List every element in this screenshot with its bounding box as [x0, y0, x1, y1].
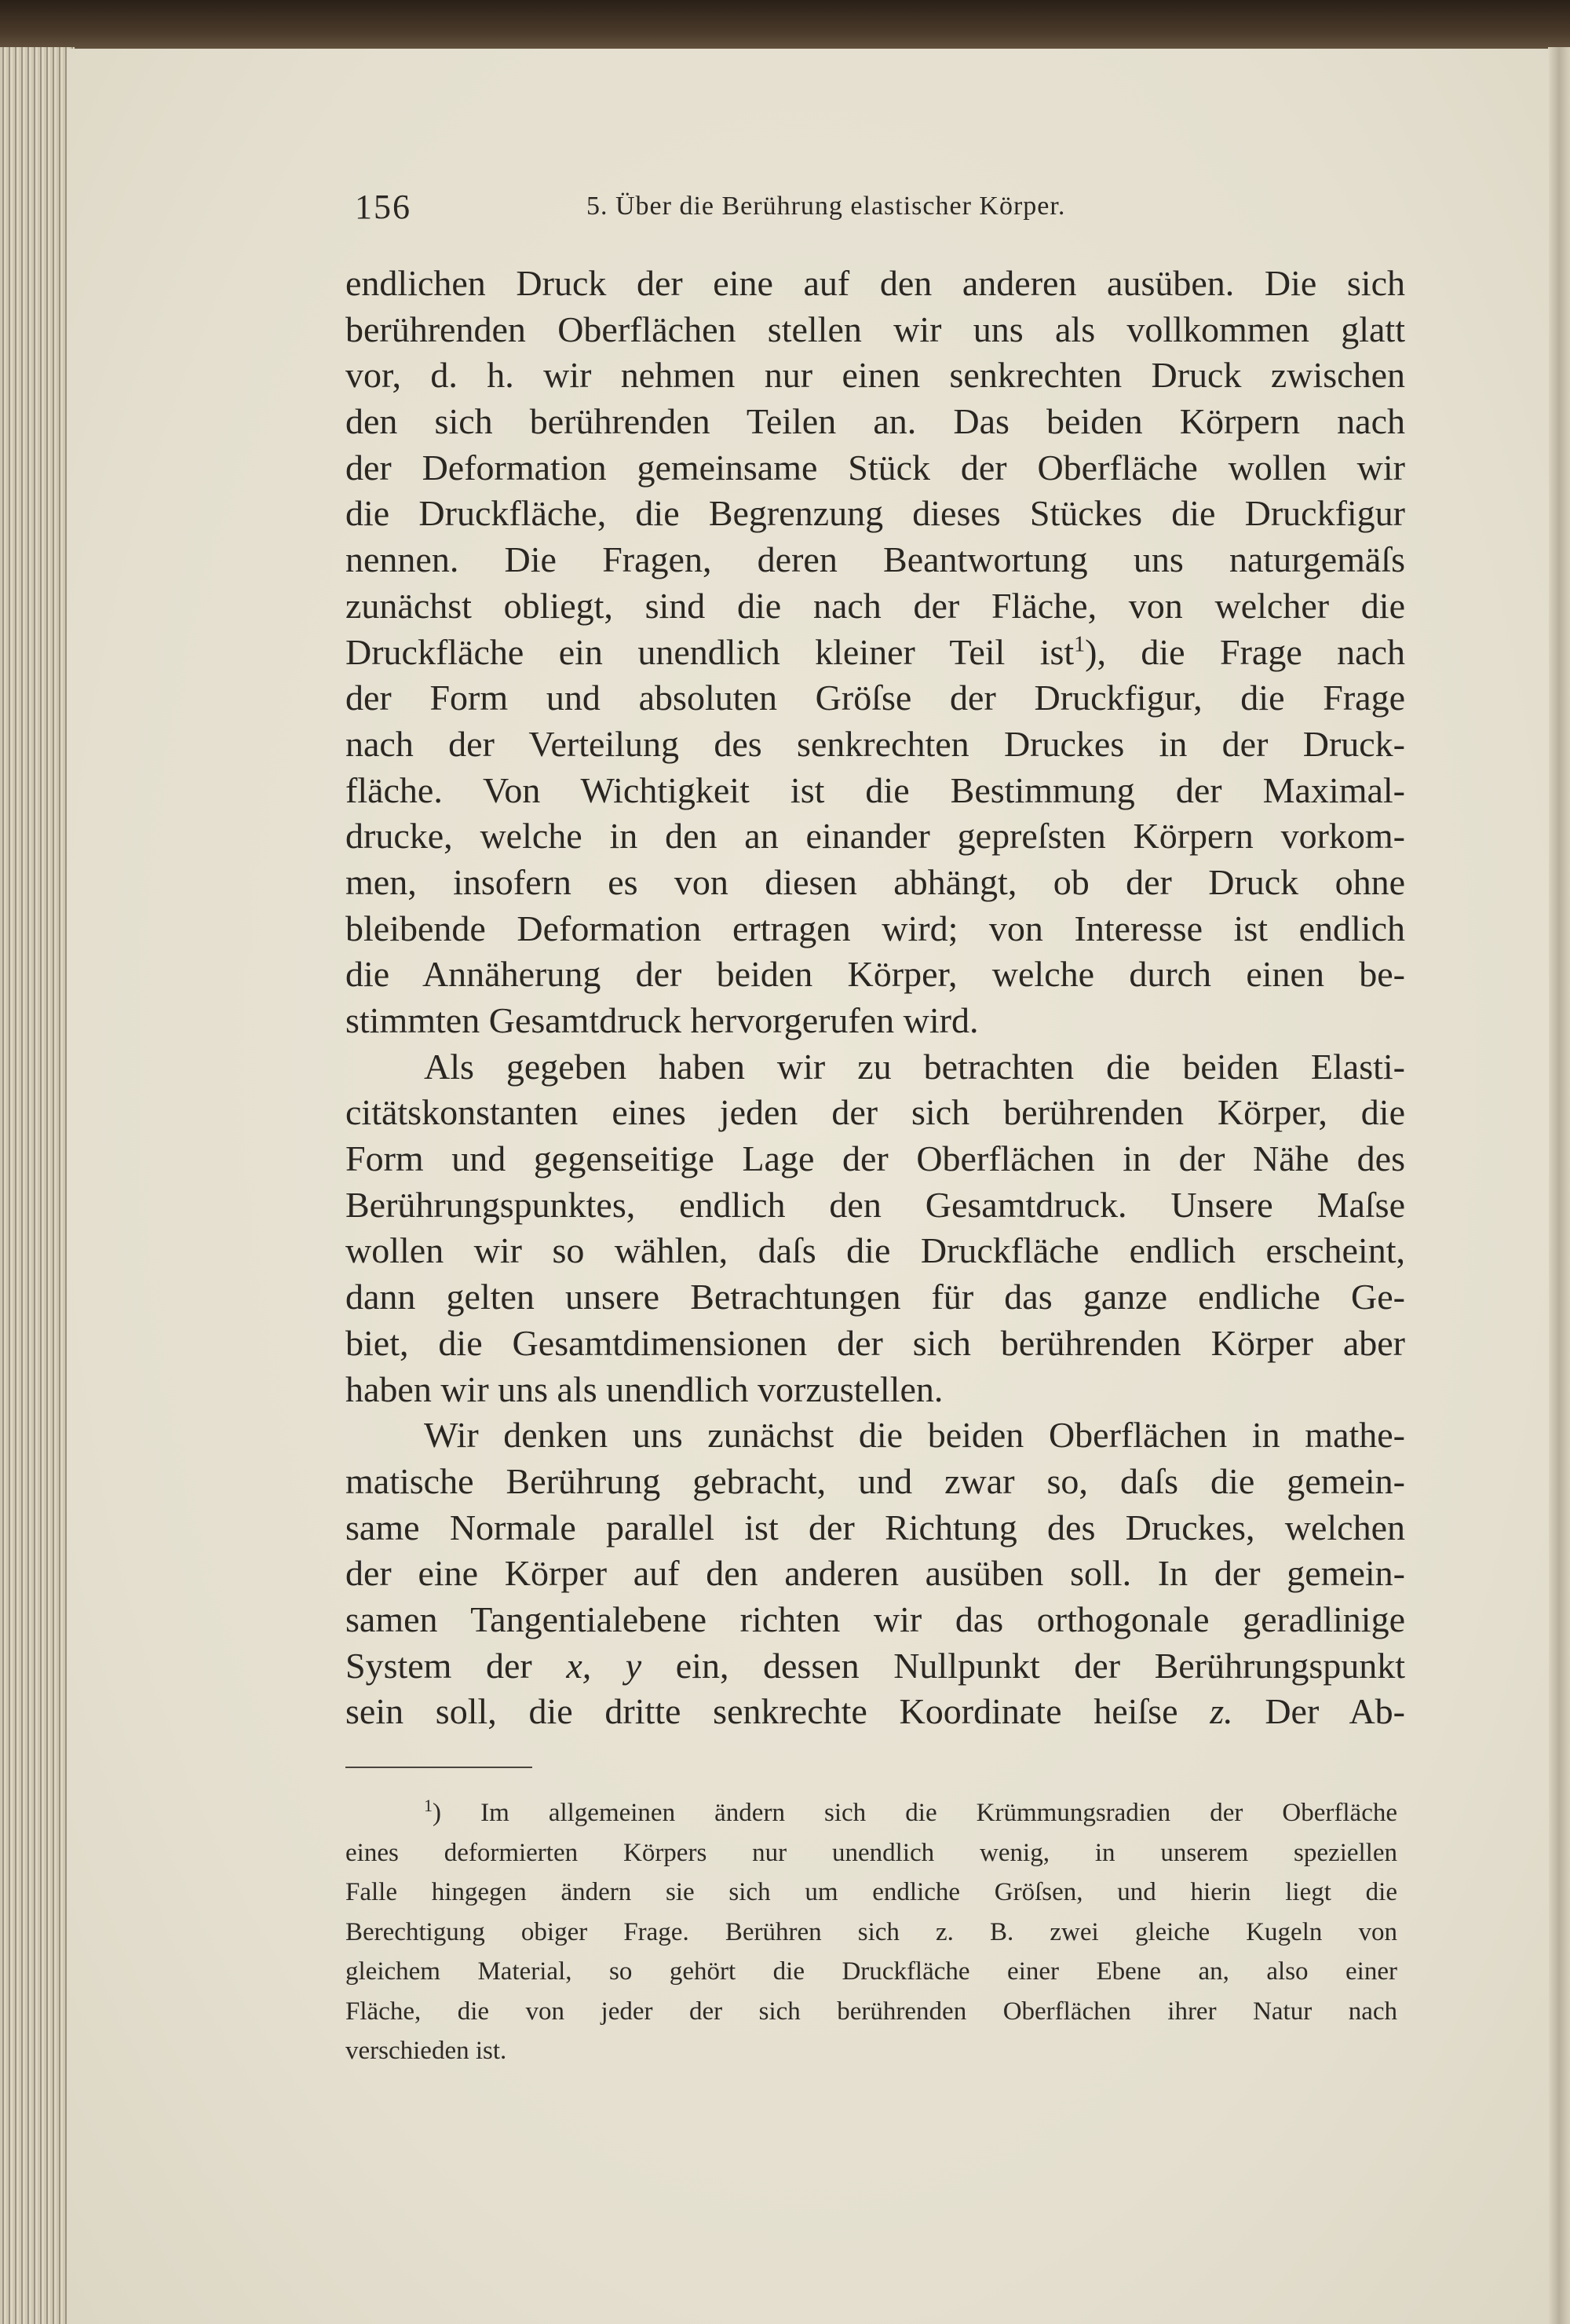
text-line: Berührungspunktes, endlich den Gesamtdruck. Unsere Maſse	[345, 1184, 1405, 1225]
text-line: citätskonstanten eines jeden der sich berührenden Körper, die	[345, 1092, 1405, 1133]
text-line: der Deformation gemeinsame Stück der Oberfläche wollen wir	[345, 447, 1405, 488]
text-line: fläche. Von Wichtigkeit ist die Bestimmung der Maximal-	[345, 769, 1405, 810]
text-line: der Form und absoluten Gröſse der Druckfigur, die Frage	[345, 678, 1405, 718]
text-line-end: ), die Frage nach	[1085, 631, 1405, 672]
running-title: 5. Über die Berührung elastischer Körper.	[586, 192, 1066, 221]
text-line: zunächst obliegt, sind die nach der Fläche, von welcher die	[345, 585, 1405, 626]
footnote-line: gleichem Material, so gehört die Druckfläche einer Ebene an, also einer	[345, 1957, 1397, 1986]
math-variable: z.	[1210, 1691, 1233, 1732]
page-stack-edge	[0, 47, 75, 2324]
text-line: bleibende Deformation ertragen wird; von Interesse ist endlich	[345, 908, 1405, 948]
text-line: same Normale parallel ist der Richtung des Druckes, welchen	[345, 1507, 1405, 1548]
text-line: berührenden Oberflächen stellen wir uns als vollkommen glatt	[345, 309, 1405, 349]
text-line-start: Druckfläche ein unendlich kleiner Teil ist	[345, 631, 1075, 672]
footnote-line-text: ) Im allgemeinen ändern sich die Krümmungsradien der Oberfläche	[433, 1799, 1397, 1827]
text-line: samen Tangentialebene richten wir das orthogonale geradlinige	[345, 1599, 1405, 1639]
text-line: vor, d. h. wir nehmen nur einen senkrechten Druck zwischen	[345, 355, 1405, 396]
text-line: haben wir uns als unendlich vorzustellen.	[345, 1368, 944, 1409]
footnote-line: Falle hingegen ändern sie sich um endliche Gröſsen, und hierin liegt die	[345, 1878, 1397, 1906]
text-line: nach der Verteilung des senkrechten Druckes in der Druck-	[345, 723, 1405, 764]
body-text	[345, 261, 1405, 1735]
footnote-line: verschieden ist.	[345, 2037, 507, 2065]
text-line: biet, die Gesamtdimensionen der sich berührenden Körper aber	[345, 1322, 1405, 1363]
footnote-line: Fläche, die von jeder der sich berührenden Oberflächen ihrer Natur nach	[345, 1997, 1397, 2026]
page-number: 156	[355, 188, 411, 226]
text-line: Form und gegenseitige Lage der Oberflächen in der Nähe des	[345, 1138, 1405, 1179]
text-line: Wir denken uns zunächst die beiden Oberflächen in mathe-	[424, 1415, 1405, 1456]
text-line: Als gegeben haben wir zu betrachten die beiden Elasti-	[424, 1046, 1405, 1087]
text-line-end: Der Ab-	[1232, 1691, 1406, 1732]
book-binding-top	[0, 0, 1570, 55]
text-line: die Druckfläche, die Begrenzung dieses Stückes die Druckfigur	[345, 493, 1405, 534]
page-right-edge	[1548, 47, 1570, 2324]
footnote-reference: 1	[1074, 632, 1086, 657]
text-line: endlichen Druck der eine auf den anderen ausüben. Die sich	[345, 263, 1405, 303]
footnote-line: eines deformierten Körpers nur unendlich wenig, in unserem speziellen	[345, 1838, 1397, 1867]
footnote-line	[345, 1793, 1397, 1833]
footnote-mark: 1	[424, 1796, 433, 1815]
footnote-line: Berechtigung obiger Frage. Berühren sich z. B. zwei gleiche Kugeln von	[345, 1917, 1397, 1946]
text-line-with-footnote-ref	[345, 630, 1405, 676]
text-line-end: ein, dessen Nullpunkt der Berührungspunkt	[641, 1645, 1406, 1686]
page-header	[355, 187, 1470, 234]
text-line: drucke, welche in den an einander gepreſsten Körpern vorkom-	[345, 816, 1405, 857]
footnote-divider	[345, 1767, 532, 1768]
text-line: die Annäherung der beiden Körper, welche durch einen be-	[345, 954, 1405, 995]
text-line-with-math	[345, 1689, 1405, 1735]
footnote	[345, 1793, 1397, 2071]
text-line: men, insofern es von diesen abhängt, ob der Druck ohne	[345, 861, 1405, 902]
math-variables: x, y	[566, 1645, 642, 1686]
text-line-with-math	[345, 1643, 1405, 1690]
text-line: der eine Körper auf den anderen ausüben soll. In der gemein-	[345, 1553, 1405, 1594]
text-line: nennen. Die Fragen, deren Beantwortung uns naturgemäſs	[345, 539, 1405, 580]
text-line: dann gelten unsere Betrachtungen für das ganze endliche Ge-	[345, 1277, 1405, 1317]
text-line: matische Berührung gebracht, und zwar so, daſs die gemein-	[345, 1460, 1405, 1501]
text-line-start: sein soll, die dritte senkrechte Koordinate heiſse	[345, 1691, 1178, 1732]
text-line: wollen wir so wählen, daſs die Druckfläche endlich erscheint,	[345, 1230, 1405, 1271]
text-line: stimmten Gesamtdruck hervorgerufen wird.	[345, 1000, 979, 1040]
text-line-start: System der	[345, 1645, 532, 1686]
text-line: den sich berührenden Teilen an. Das beiden Körpern nach	[345, 401, 1405, 442]
